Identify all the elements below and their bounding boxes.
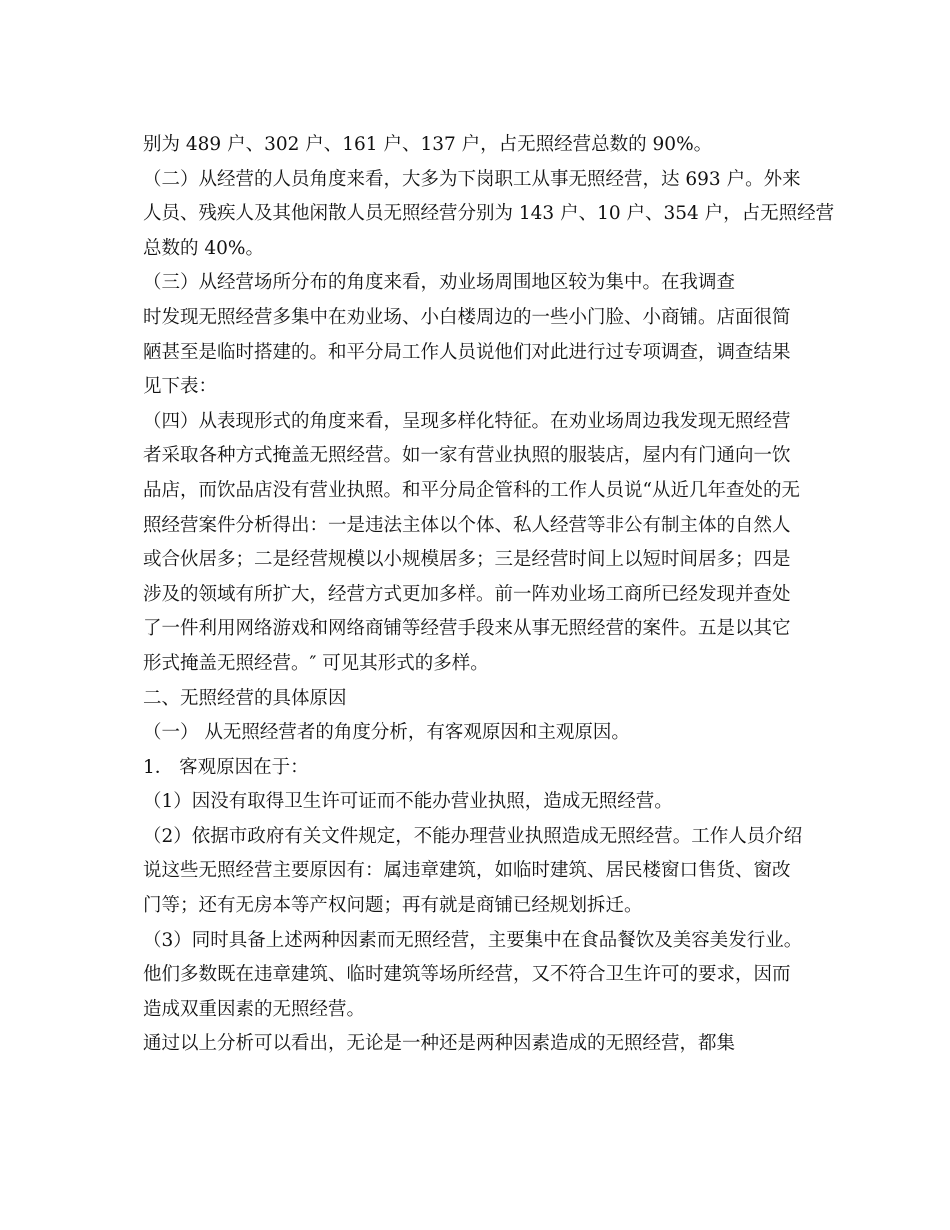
text-line: 1． 客观原因在于： — [143, 756, 309, 778]
text-line: 说这些无照经营主要原因有：属违章建筑，如临时建筑、居民楼窗口售货、窗改 — [143, 860, 791, 882]
text-line: 总数的 40%。 — [143, 237, 265, 259]
text-line: （四）从表现形式的角度来看，呈现多样化特征。在劝业场周边我发现无照经营 — [143, 410, 791, 432]
text-line: （三）从经营场所分布的角度来看，劝业场周围地区较为集中。在我调查 — [143, 272, 736, 294]
text-line: 形式掩盖无照经营。″ 可见其形式的多样。 — [143, 652, 489, 674]
section-heading: 二、无照经营的具体原因 — [143, 687, 347, 709]
text-line: 陋甚至是临时搭建的。和平分局工作人员说他们对此进行过专项调查，调查结果 — [143, 341, 791, 363]
text-line: 他们多数既在违章建筑、临时建筑等场所经营，又不符合卫生许可的要求，因而 — [143, 964, 791, 986]
text-line: 人员、残疾人及其他闲散人员无照经营分别为 143 户、10 户、354 户，占无照经营 — [143, 203, 835, 225]
text-line: 了一件利用网络游戏和网络商铺等经营手段来从事无照经营的案件。五是以其它 — [143, 618, 791, 640]
text-line: 门等；还有无房本等产权问题；再有就是商铺已经规划拆迁。 — [143, 895, 643, 917]
text-line: （一） 从无照经营者的角度分析，有客观原因和主观原因。 — [143, 722, 630, 744]
text-line: （二）从经营的人员角度来看，大多为下岗职工从事无照经营，达 693 户。外来 — [143, 168, 801, 190]
text-line: 品店，而饮品店没有营业执照。和平分局企管科的工作人员说“从近几年查处的无 — [143, 479, 800, 501]
text-line: （1）因没有取得卫生许可证而不能办营业执照，造成无照经营。 — [143, 791, 673, 813]
text-line: 别为 489 户、302 户、161 户、137 户，占无照经营总数的 90%。 — [143, 134, 713, 155]
text-line: 通过以上分析可以看出，无论是一种还是两种因素造成的无照经营，都集 — [143, 1033, 736, 1055]
text-line: 者采取各种方式掩盖无照经营。如一家有营业执照的服装店，屋内有门通向一饮 — [143, 445, 791, 467]
text-line: 见下表： — [143, 376, 218, 398]
document-body — [143, 128, 835, 1062]
text-line: 时发现无照经营多集中在劝业场、小白楼周边的一些小门脸、小商铺。店面很简 — [143, 306, 791, 328]
text-line: 照经营案件分析得出：一是违法主体以个体、私人经营等非公有制主体的自然人 — [143, 514, 791, 536]
text-line: 造成双重因素的无照经营。 — [143, 998, 366, 1020]
text-line: 涉及的领域有所扩大，经营方式更加多样。前一阵劝业场工商所已经发现并查处 — [143, 583, 791, 605]
text-line: 或合伙居多；二是经营规模以小规模居多；三是经营时间上以短时间居多；四是 — [143, 549, 791, 571]
text-line: （2）依据市政府有关文件规定，不能办理营业执照造成无照经营。工作人员介绍 — [143, 825, 803, 847]
text-line: （3）同时具备上述两种因素而无照经营，主要集中在食品餐饮及美容美发行业。 — [143, 929, 803, 951]
